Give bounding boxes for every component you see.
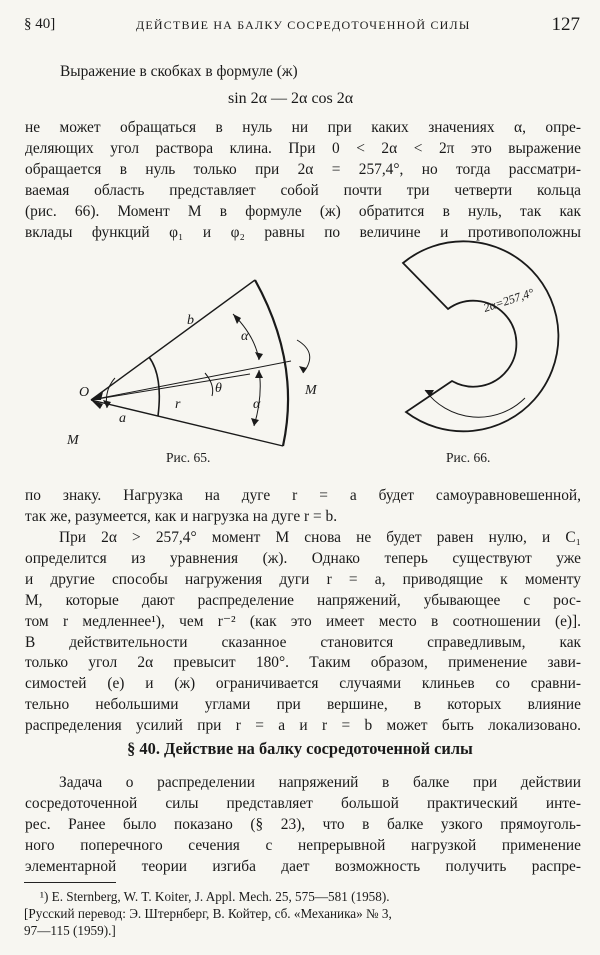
label-alpha-lower: α bbox=[253, 397, 261, 412]
paragraph-4 bbox=[25, 773, 581, 878]
arrowhead bbox=[255, 370, 263, 378]
text-line: вклады функций φ₁ и φ₂ равны по величине и противоположны bbox=[25, 223, 581, 241]
figure-65 bbox=[55, 268, 335, 453]
text-line: обращается в нуль только при 2α = 257,4°, но тогда рассматри- bbox=[25, 160, 581, 178]
text-line: рес. Ранее было показано (§ 23), что в балке узкого прямоуголь- bbox=[25, 815, 581, 833]
figure-66 bbox=[385, 240, 575, 450]
text-line: элементарной теории изгиба дает возможность получить распре- bbox=[25, 857, 581, 875]
text-line: В действительности сказанное становится справедливым, как bbox=[25, 633, 581, 651]
text-line: и другие способы нагружения дуги r = a, приводящие к моменту bbox=[25, 570, 581, 588]
arrowhead bbox=[255, 352, 263, 360]
bisector-line bbox=[91, 361, 291, 400]
label-r: r bbox=[175, 397, 181, 412]
text-line: M, которые дают распределение напряжений, убывающее с рос- bbox=[25, 591, 581, 609]
text-line: (рис. 66). Момент M в формуле (ж) обратится в нуль, так как bbox=[25, 202, 581, 220]
angle-label: 2α=257,4° bbox=[481, 285, 536, 315]
header-title: ДЕЙСТВИЕ НА БАЛКУ СОСРЕДОТОЧЕННОЙ СИЛЫ bbox=[136, 18, 471, 32]
paragraph-1 bbox=[25, 118, 581, 243]
label-M-right: M bbox=[305, 383, 317, 398]
page-number: 127 bbox=[551, 14, 580, 35]
text-line: При 2α > 257,4° момент M снова не будет равен нулю, и C₁ bbox=[59, 529, 581, 546]
label-a: a bbox=[119, 411, 126, 426]
text-line: том r медленнее¹), чем r⁻² (как это имеет место в соотношении (е)]. bbox=[25, 612, 581, 630]
text-line: не может обращаться в нуль ни при каких значениях α, опре- bbox=[25, 119, 581, 136]
page-header bbox=[24, 16, 580, 42]
label-M-left: M bbox=[67, 433, 79, 448]
header-section: § 40] bbox=[24, 16, 56, 32]
label-alpha-upper: α bbox=[241, 329, 249, 344]
text-line: так же, разумеется, как и нагрузка на дуге r = b. bbox=[25, 507, 338, 525]
text-line: только угол 2α превысит 180°. Таким образом, применение зави- bbox=[25, 654, 581, 672]
text-line: по знаку. Нагрузка на дуге r = a будет самоуравновешенной, bbox=[25, 487, 581, 504]
footnote-rule bbox=[24, 882, 116, 883]
footnote bbox=[24, 888, 584, 939]
text-line: сосредоточенной силы представляет большой практический инте- bbox=[25, 794, 581, 812]
figure-65-caption: Рис. 65. bbox=[166, 450, 211, 465]
section-title: § 40. Действие на балку сосредоточенной силы bbox=[127, 739, 473, 758]
label-b: b bbox=[187, 313, 194, 328]
arrowhead bbox=[299, 366, 307, 373]
text-line: симостей (е) и (ж) ограничивается случаями клиньев со сравни- bbox=[25, 675, 581, 693]
angle-arrow-arc bbox=[425, 390, 525, 417]
formula: sin 2α — 2α cos 2α bbox=[228, 90, 354, 107]
arrowhead bbox=[251, 418, 259, 426]
arrowheads bbox=[91, 314, 307, 426]
paragraph-3 bbox=[25, 528, 581, 737]
text-line: ваемая область представляет собой почти три четверти кольца bbox=[25, 181, 581, 199]
text-line: тельно небольшими углами при вершине, в которых влияние bbox=[25, 696, 581, 714]
label-theta: θ bbox=[215, 381, 222, 396]
text-line: ного поперечного сечения с непрерывной нагрузкой применение bbox=[25, 836, 581, 854]
figure-66-caption: Рис. 66. bbox=[446, 450, 491, 465]
wedge-edge-upper bbox=[91, 280, 255, 400]
arrowhead bbox=[233, 314, 241, 324]
footnote-line: ¹) E. Sternberg, W. T. Koiter, J. Appl. Mech. 25, 575—581 (1958). bbox=[40, 889, 390, 904]
text-line: распределения усилий при r = a и r = b может быть локализовано. bbox=[25, 717, 581, 735]
text-line: определится из уравнения (ж). Однако теперь существуют уже bbox=[25, 549, 581, 567]
text-line: деляющих угол раствора клина. При 0 < 2α < 2π это выражение bbox=[25, 139, 581, 157]
intro-line: Выражение в скобках в формуле (ж) bbox=[60, 63, 298, 80]
text-line: Задача о распределении напряжений в балке при действии bbox=[59, 774, 581, 791]
footnote-line: [Русский перевод: Э. Штернберг, В. Койтер, сб. «Механика» № 3, bbox=[24, 906, 392, 921]
ring-sector bbox=[403, 241, 558, 431]
label-O: O bbox=[79, 385, 90, 400]
footnote-line: 97—115 (1959).] bbox=[24, 923, 116, 938]
paragraph-2 bbox=[25, 486, 581, 528]
